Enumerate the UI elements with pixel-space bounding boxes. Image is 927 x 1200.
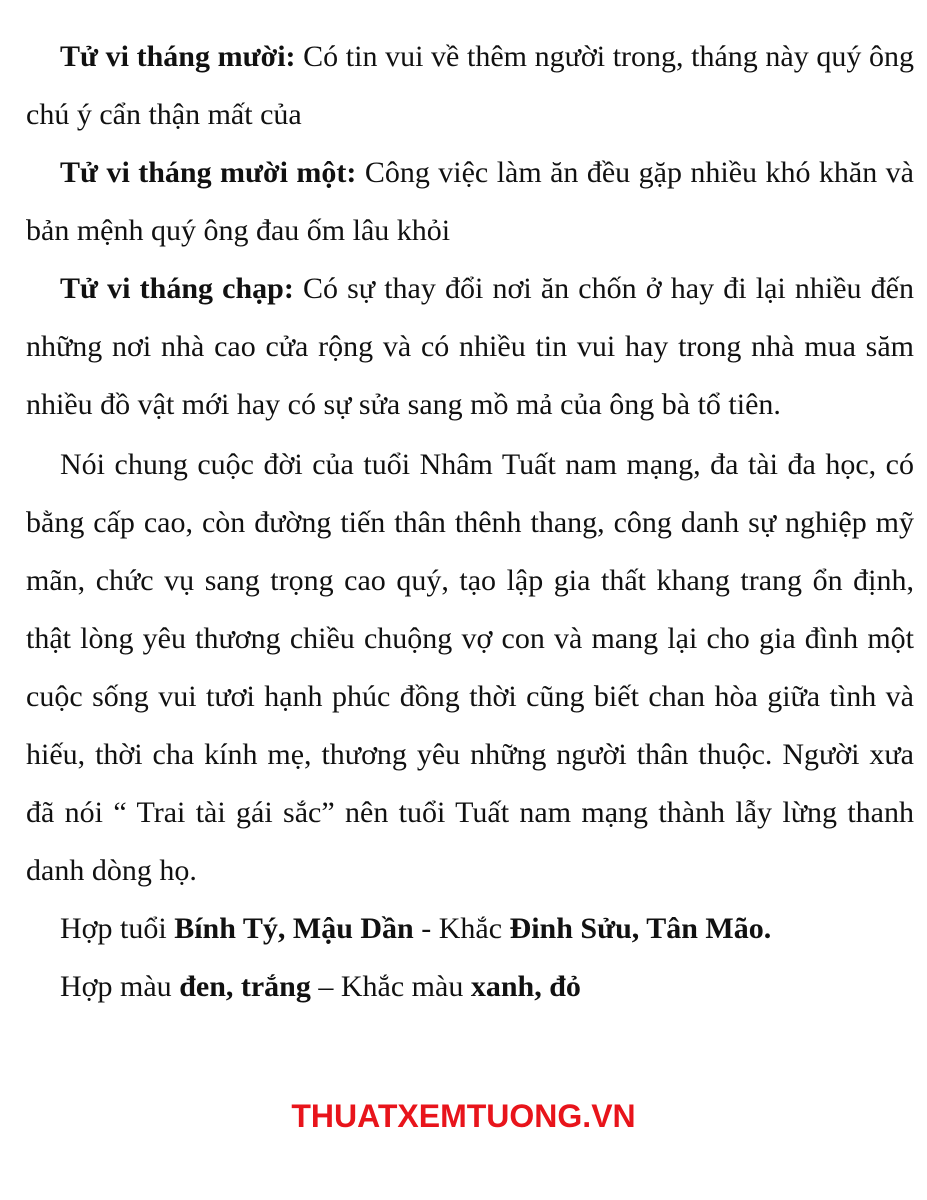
paragraph-hop-mau xyxy=(26,958,914,1016)
text-tong-ket: Nói chung cuộc đời của tuổi Nhâm Tuất nam mạng, đa tài đa học, có bằng cấp cao, còn đường tiến thân thênh thang, công danh sự nghiệp mỹ mãn, chức vụ sang trọng cao quý, tạo lập gia thất khang trang ổn định, thật lòng yêu thương chiều chuộng vợ con và mang lại cho gia đình một cuộc sống vui tươi hạnh phúc đồng thời cũng biết chan hòa giữa tình và hiếu, thời cha kính mẹ, thương yêu những người thân thuộc. Người xưa đã nói “ Trai tài gái sắc” nên tuổi Tuất nam mạng thành lẫy lừng thanh danh dòng họ. xyxy=(26,448,914,887)
hop-tuoi-good: Bính Tý, Mậu Dần xyxy=(174,912,414,945)
label-thang-chap: Tử vi tháng chạp: xyxy=(60,272,294,305)
paragraph-thang-chap xyxy=(26,260,914,434)
label-thang-muoi-mot: Tử vi tháng mười một: xyxy=(60,156,357,189)
text-thang-muoi-mot: Công việc làm ăn đều gặp nhiều khó khăn và bản mệnh quý ông đau ốm lâu khỏi xyxy=(26,156,914,247)
hop-mau-bad: xanh, đỏ xyxy=(470,970,581,1003)
hop-mau-good: đen, trắng xyxy=(179,970,311,1003)
paragraph-hop-tuoi xyxy=(26,900,914,958)
hop-mau-prefix: Hợp màu xyxy=(60,970,180,1003)
paragraph-thang-muoi-mot xyxy=(26,144,914,260)
hop-mau-middle: – Khắc màu xyxy=(310,970,471,1003)
hop-tuoi-prefix: Hợp tuổi xyxy=(60,912,175,945)
hop-tuoi-bad: Đinh Sửu, Tân Mão. xyxy=(509,912,772,945)
site-watermark: THUATXEMTUONG.VN xyxy=(291,1098,636,1134)
text-thang-chap: Có sự thay đổi nơi ăn chốn ở hay đi lại nhiều đến những nơi nhà cao cửa rộng và có nhiều tin vui hay trong nhà mua săm nhiều đồ vật mới hay có sự sửa sang mồ mả của ông bà tổ tiên. xyxy=(26,272,914,421)
paragraph-tong-ket xyxy=(26,436,914,900)
document-body xyxy=(26,28,914,1016)
label-thang-muoi: Tử vi tháng mười: xyxy=(60,40,296,73)
paragraph-thang-muoi xyxy=(26,28,914,144)
hop-tuoi-middle: - Khắc xyxy=(413,912,510,945)
text-thang-muoi: Có tin vui về thêm người trong, tháng này quý ông chú ý cẩn thận mất của xyxy=(26,40,914,131)
